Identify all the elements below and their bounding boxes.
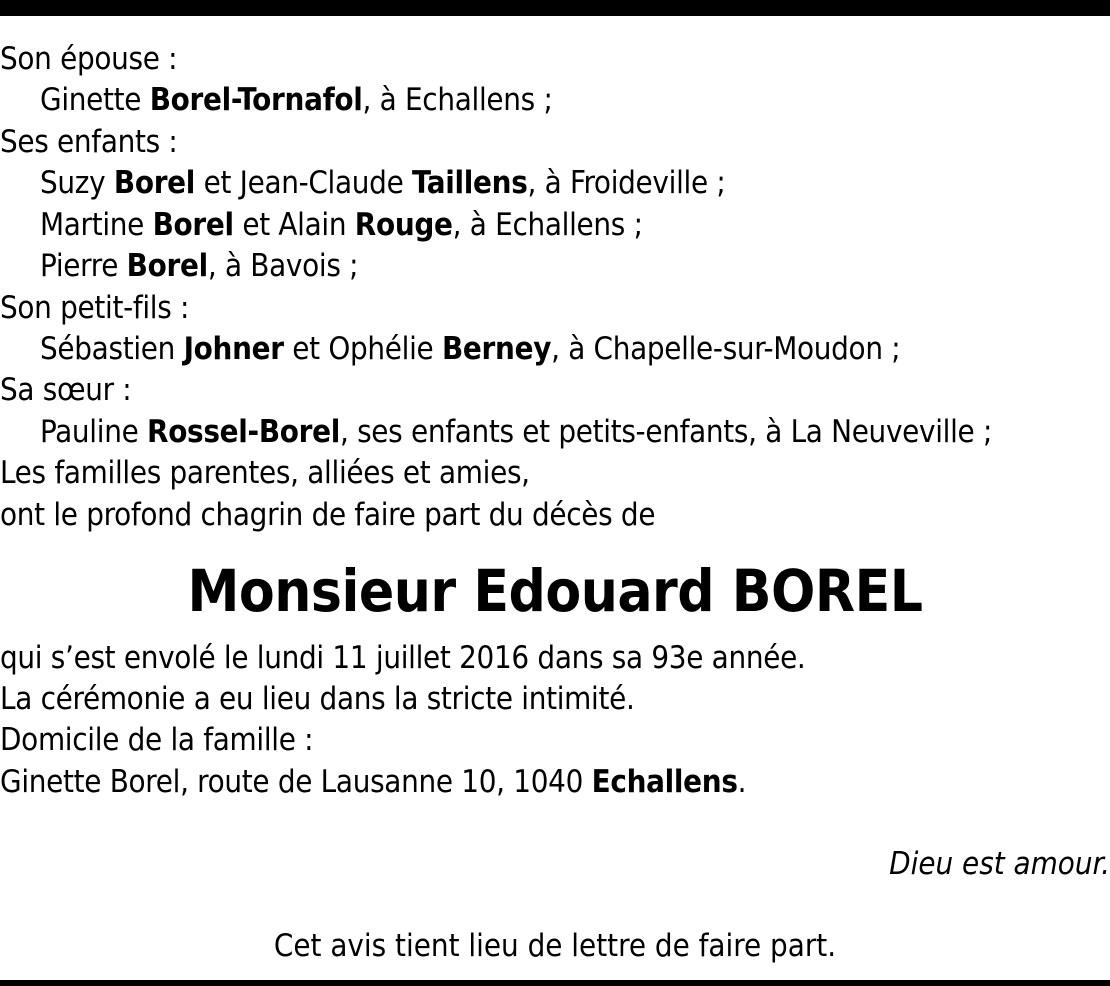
- child-1-partner-last: Taillens: [412, 165, 528, 201]
- child-3-last-name: Borel: [126, 248, 208, 284]
- spouse-first-name: Ginette: [40, 82, 142, 118]
- address-city: Echallens: [591, 764, 738, 800]
- sister-line: [40, 414, 992, 450]
- grandson-line: [40, 331, 900, 367]
- sister-place: , ses enfants et petits-enfants, à La Neuveville ;: [339, 414, 993, 450]
- announce-line: ont le profond chagrin de faire part du décès de: [0, 497, 656, 533]
- child-2-last-name: Borel: [152, 207, 234, 243]
- grandson-place: , à Chapelle-sur-Moudon ;: [551, 331, 901, 367]
- spouse-last-name: Borel-Tornafol: [149, 82, 363, 118]
- child-1-partner-first: et Jean-Claude: [203, 165, 404, 201]
- grandson-last-name: Johner: [183, 331, 284, 367]
- child-line-2: [40, 207, 643, 243]
- address-period: .: [737, 764, 747, 800]
- child-1-first-name: Suzy: [40, 165, 106, 201]
- sister-heading: Sa sœur :: [0, 372, 132, 408]
- child-line-3: [40, 248, 358, 284]
- child-3-place: , à Bavois ;: [207, 248, 359, 284]
- child-3-first-name: Pierre: [40, 248, 119, 284]
- sister-last-name: Rossel-Borel: [147, 414, 340, 450]
- sister-first-name: Pauline: [40, 414, 139, 450]
- child-2-partner-first: et Alain: [242, 207, 347, 243]
- grandson-first-name: Sébastien: [40, 331, 176, 367]
- ceremony-line: La cérémonie a eu lieu dans la stricte intimité.: [0, 681, 635, 717]
- relatives-line: Les familles parentes, alliées et amies,: [0, 455, 530, 491]
- spouse-line: [40, 82, 553, 118]
- child-2-first-name: Martine: [40, 207, 145, 243]
- grandson-partner-first: et Ophélie: [292, 331, 434, 367]
- domicile-heading: Domicile de la famille :: [0, 722, 314, 758]
- footer-note: Cet avis tient lieu de lettre de faire part.: [273, 928, 837, 964]
- grandson-heading: Son petit-fils :: [0, 290, 190, 326]
- spouse-heading: Son épouse :: [0, 41, 178, 77]
- death-line: qui s’est envolé le lundi 11 juillet 2016 dans sa 93e année.: [0, 640, 806, 676]
- child-2-place: , à Echallens ;: [452, 207, 643, 243]
- motto: Dieu est amour.: [889, 846, 1110, 882]
- spouse-place: , à Echallens ;: [362, 82, 553, 118]
- address-line: [0, 764, 746, 800]
- child-1-place: , à Froideville ;: [527, 165, 726, 201]
- bottom-rule: [0, 980, 1110, 986]
- child-2-partner-last: Rouge: [354, 207, 453, 243]
- address-street: Ginette Borel, route de Lausanne 10, 1040: [0, 764, 584, 800]
- grandson-partner-last: Berney: [441, 331, 552, 367]
- child-line-1: [40, 165, 726, 201]
- top-rule: [0, 0, 1110, 16]
- child-1-last-name: Borel: [113, 165, 196, 201]
- deceased-name: Monsieur Edouard BOREL: [187, 557, 923, 625]
- children-heading: Ses enfants :: [0, 124, 178, 160]
